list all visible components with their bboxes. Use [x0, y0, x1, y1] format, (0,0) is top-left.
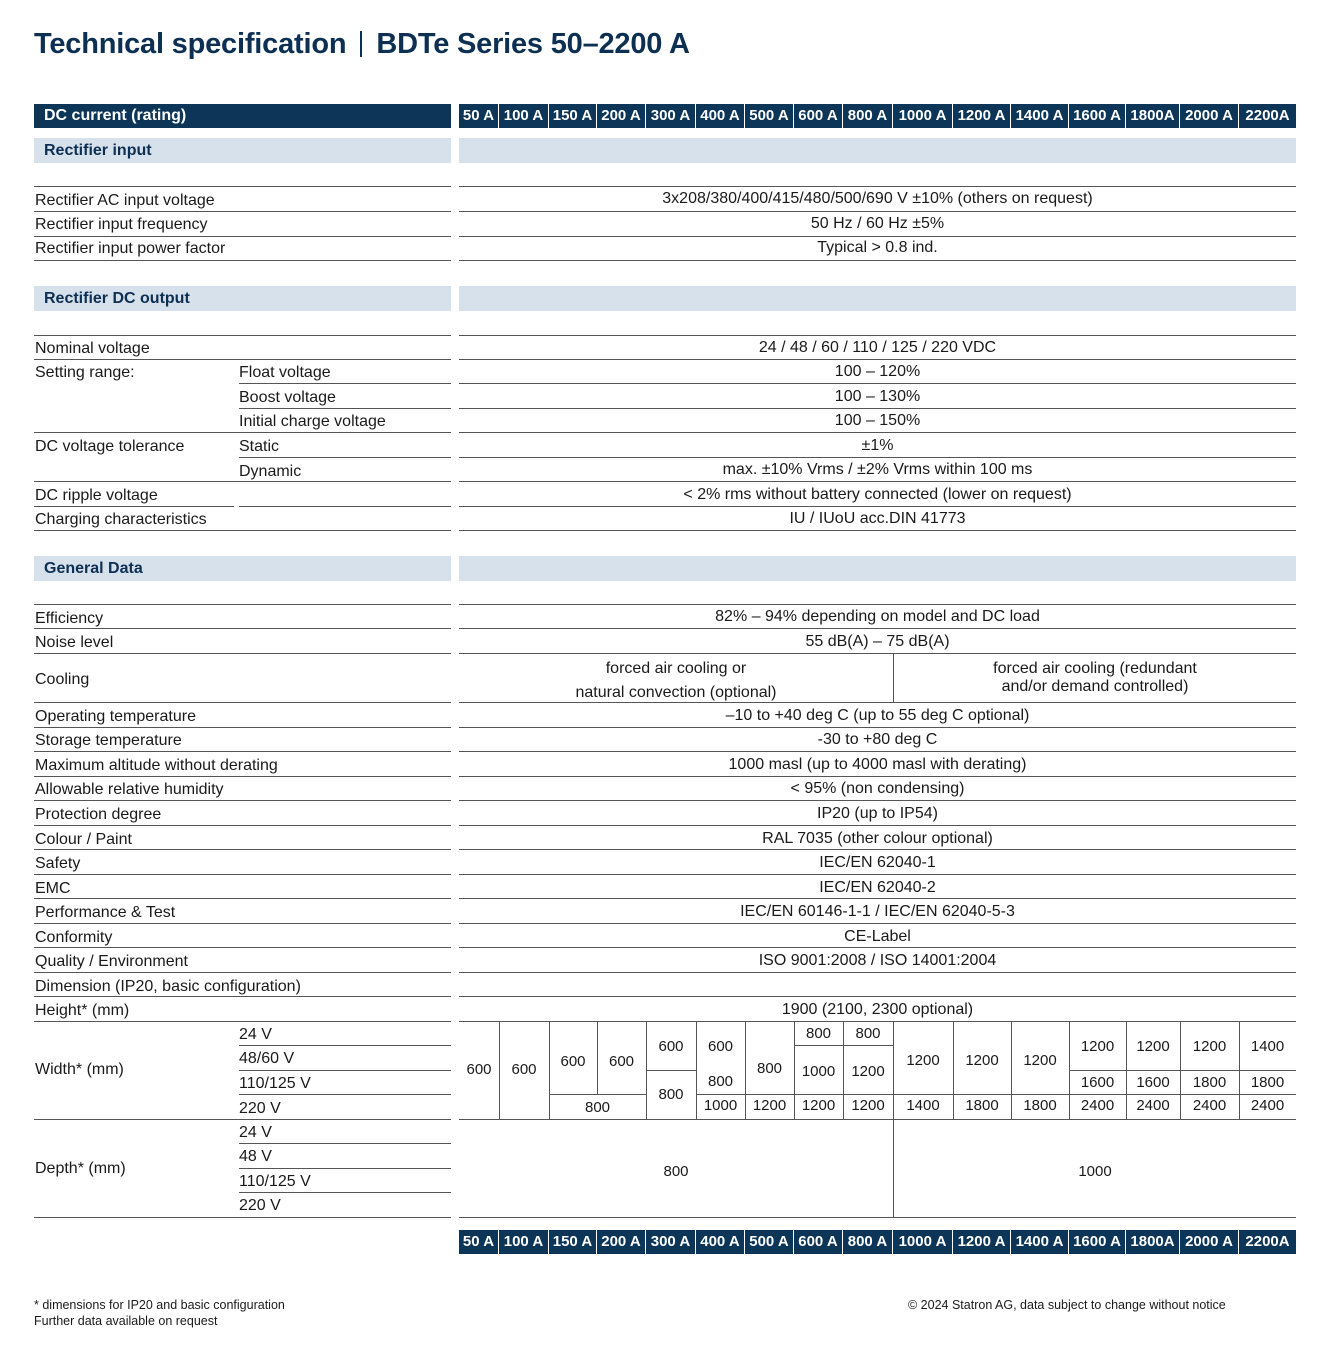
value-cooling-right-line1: forced air cooling (redundant	[993, 660, 1197, 677]
value-cooling-right-line2: and/or demand controlled)	[1001, 678, 1189, 695]
rule	[34, 530, 451, 531]
rating-cell: 2000 A	[1180, 104, 1239, 128]
rule	[459, 236, 1296, 237]
rating-cell: 800 A	[843, 1230, 893, 1254]
label-dc-voltage-tolerance: DC voltage tolerance	[35, 438, 185, 455]
label-initial-charge-voltage: Initial charge voltage	[239, 413, 386, 430]
width-1800a-220v: 2400	[1136, 1097, 1170, 1114]
width-1600a-110v: 1600	[1080, 1074, 1115, 1091]
depth-left-value: 800	[663, 1163, 689, 1180]
label-height: Height* (mm)	[35, 1002, 130, 1019]
rule	[34, 236, 451, 237]
depth-voltage-220: 220 V	[239, 1197, 281, 1214]
rule	[459, 996, 1296, 997]
width-voltage-24: 24 V	[239, 1026, 272, 1043]
rule	[459, 898, 1296, 899]
rule	[239, 1143, 451, 1144]
section-band	[459, 556, 1296, 581]
value-colour-paint: RAL 7035 (other colour optional)	[762, 830, 993, 847]
rule	[34, 1119, 451, 1120]
rule	[34, 481, 451, 482]
value-ac-input-voltage: 3x208/380/400/415/480/500/690 V ±10% (others on request)	[662, 190, 1093, 207]
rating-cell: 400 A	[696, 1230, 745, 1254]
rule	[1069, 1094, 1296, 1095]
label-operating-temperature: Operating temperature	[35, 708, 196, 725]
rule	[34, 260, 451, 261]
rule	[459, 825, 1296, 826]
rating-cell: 1000 A	[893, 1230, 953, 1254]
rule	[459, 335, 1296, 336]
width-1600a: 1200	[1080, 1038, 1115, 1055]
rating-cell: 300 A	[646, 1230, 696, 1254]
rating-cell: 2200A	[1239, 1230, 1296, 1254]
rule	[459, 1217, 1296, 1218]
rule	[239, 1070, 451, 1071]
depth-voltage-110: 110/125 V	[239, 1173, 311, 1190]
label-dynamic: Dynamic	[239, 463, 302, 480]
rating-cell: 2200A	[1239, 104, 1296, 128]
title-main: Technical specification	[34, 28, 347, 60]
rule	[239, 408, 451, 409]
rating-cell: 200 A	[597, 104, 646, 128]
width-400a: 600	[707, 1038, 734, 1055]
value-float-voltage: 100 – 120%	[834, 363, 921, 380]
rule	[459, 260, 1296, 261]
rule	[459, 383, 1296, 384]
width-2200a-110v: 1800	[1250, 1074, 1285, 1091]
rating-cell: 1400 A	[1011, 104, 1069, 128]
section-general-data: General Data	[34, 556, 451, 581]
rule	[794, 1094, 893, 1095]
width-2000a-110v: 1800	[1192, 1074, 1227, 1091]
rule	[34, 727, 451, 728]
width-voltage-220: 220 V	[239, 1100, 281, 1117]
rating-cell: 100 A	[499, 104, 549, 128]
rule	[34, 825, 451, 826]
value-input-frequency: 50 Hz / 60 Hz ±5%	[810, 215, 945, 232]
label-performance-test: Performance & Test	[35, 904, 176, 921]
rule	[696, 1094, 745, 1095]
value-efficiency: 82% – 94% depending on model and DC load	[715, 608, 1040, 625]
label-dimension: Dimension (IP20, basic configuration)	[35, 978, 301, 995]
rule	[1069, 1070, 1296, 1071]
rule	[34, 776, 451, 777]
width-1200a: 1200	[965, 1052, 999, 1069]
width-1800a-110v: 1600	[1136, 1074, 1170, 1091]
value-initial-charge-voltage: 100 – 150%	[834, 412, 921, 429]
section-band	[459, 286, 1296, 311]
rating-cell: 1200 A	[953, 104, 1011, 128]
rule	[646, 1070, 696, 1071]
rule	[459, 1021, 1296, 1022]
rule	[459, 923, 1296, 924]
rule	[459, 702, 1296, 703]
rule	[459, 653, 1296, 654]
dc-current-header: DC current (rating)	[34, 104, 451, 128]
width-1200a-220v: 1800	[965, 1097, 999, 1114]
value-cooling-left-line1: forced air cooling or	[605, 660, 747, 677]
width-1400a: 1200	[1023, 1052, 1057, 1069]
label-emc: EMC	[35, 880, 71, 897]
rule	[239, 1168, 451, 1169]
rule	[549, 1094, 646, 1095]
depth-right-value: 1000	[1078, 1163, 1112, 1180]
section-band	[459, 138, 1296, 163]
width-voltage-48: 48/60 V	[239, 1050, 295, 1067]
rating-cell: 500 A	[745, 104, 794, 128]
rule	[34, 506, 234, 507]
width-1800a: 1200	[1136, 1038, 1170, 1055]
rule	[459, 506, 1296, 507]
width-500a: 800	[756, 1060, 783, 1077]
rule	[459, 1119, 1296, 1120]
width-100a: 600	[511, 1061, 537, 1078]
label-float-voltage: Float voltage	[239, 364, 331, 381]
rule	[34, 996, 451, 997]
rule	[34, 186, 451, 187]
rating-cell: 50 A	[459, 1230, 499, 1254]
rating-cell: 200 A	[597, 1230, 646, 1254]
rating-cell: 800 A	[843, 104, 893, 128]
width-2200a: 1400	[1250, 1038, 1285, 1055]
width-150a: 600	[560, 1053, 586, 1070]
rule	[794, 1045, 893, 1046]
rating-cell: 400 A	[696, 104, 745, 128]
label-quality-environment: Quality / Environment	[35, 953, 188, 970]
value-conformity: CE-Label	[844, 928, 911, 945]
rating-cell: 600 A	[794, 104, 843, 128]
rule	[459, 359, 1296, 360]
value-quality-environment: ISO 9001:2008 / ISO 14001:2004	[758, 952, 997, 969]
width-1600a-220v: 2400	[1080, 1097, 1115, 1114]
rating-cell: 1600 A	[1069, 1230, 1126, 1254]
rule	[459, 972, 1296, 973]
width-2000a: 1200	[1192, 1038, 1227, 1055]
label-cooling: Cooling	[35, 671, 90, 688]
depth-voltage-48: 48 V	[239, 1148, 272, 1165]
label-safety: Safety	[35, 855, 81, 872]
rule	[34, 751, 451, 752]
rule	[239, 1094, 451, 1095]
width-300a: 600	[658, 1038, 684, 1055]
label-boost-voltage: Boost voltage	[239, 389, 336, 406]
label-efficiency: Efficiency	[35, 610, 104, 627]
width-400a-110v: 800	[707, 1073, 734, 1090]
rule	[34, 359, 451, 360]
rating-cell: 150 A	[549, 104, 597, 128]
value-static: ±1%	[861, 437, 894, 454]
label-relative-humidity: Allowable relative humidity	[35, 781, 224, 798]
value-power-factor: Typical > 0.8 ind.	[817, 239, 938, 256]
value-operating-temperature: –10 to +40 deg C (up to 55 deg C optional)	[725, 707, 1030, 724]
rule	[34, 211, 451, 212]
rule	[34, 335, 451, 336]
rating-cell: 1800A	[1126, 104, 1180, 128]
label-static: Static	[239, 438, 280, 455]
value-relative-humidity: < 95% (non condensing)	[790, 780, 965, 797]
rule	[893, 653, 894, 702]
rating-cell: 1600 A	[1069, 104, 1126, 128]
rule	[34, 972, 451, 973]
width-600a-24v: 800	[805, 1025, 832, 1042]
value-performance-test: IEC/EN 60146-1-1 / IEC/EN 62040-5-3	[740, 903, 1015, 920]
depth-voltage-24: 24 V	[239, 1124, 272, 1141]
label-noise-level: Noise level	[35, 634, 114, 651]
width-voltage-110: 110/125 V	[239, 1075, 311, 1092]
rule	[459, 530, 1296, 531]
rule	[459, 457, 1296, 458]
rule	[34, 947, 451, 948]
rating-cell: 150 A	[549, 1230, 597, 1254]
label-width: Width* (mm)	[35, 1061, 124, 1078]
label-power-factor: Rectifier input power factor	[35, 240, 226, 257]
width-150-200a-220v: 800	[584, 1099, 611, 1116]
rating-header-top	[459, 104, 1296, 128]
rating-cell: 100 A	[499, 1230, 549, 1254]
rule	[459, 432, 1296, 433]
rule	[239, 383, 451, 384]
rule	[34, 432, 451, 433]
label-conformity: Conformity	[35, 929, 113, 946]
rule	[459, 628, 1296, 629]
rating-cell: 1200 A	[953, 1230, 1011, 1254]
rule	[34, 628, 451, 629]
title-separator	[360, 31, 362, 57]
width-400a-220v: 1000	[703, 1097, 738, 1114]
rule	[459, 947, 1296, 948]
rating-cell: 50 A	[459, 104, 499, 128]
rating-cell: 300 A	[646, 104, 696, 128]
rule	[34, 1021, 451, 1022]
rating-cell: 600 A	[794, 1230, 843, 1254]
value-noise-level: 55 dB(A) – 75 dB(A)	[805, 633, 950, 650]
label-depth: Depth* (mm)	[35, 1160, 126, 1177]
rule	[34, 923, 451, 924]
rule	[239, 457, 451, 458]
rating-cell: 2000 A	[1180, 1230, 1239, 1254]
rule	[34, 604, 451, 605]
value-protection-degree: IP20 (up to IP54)	[817, 805, 938, 822]
section-rectifier-dc-output: Rectifier DC output	[34, 286, 451, 311]
rule	[459, 849, 1296, 850]
label-protection-degree: Protection degree	[35, 806, 162, 823]
value-charging-characteristics: IU / IUoU acc.DIN 41773	[789, 510, 966, 527]
value-dynamic: max. ±10% Vrms / ±2% Vrms within 100 ms	[722, 461, 1033, 478]
label-storage-temperature: Storage temperature	[35, 732, 182, 749]
rule	[239, 1045, 451, 1046]
width-600a-220v: 1200	[801, 1097, 836, 1114]
value-emc: IEC/EN 62040-2	[819, 879, 936, 896]
rating-cell: 1400 A	[1011, 1230, 1069, 1254]
rating-cell: 1000 A	[893, 104, 953, 128]
width-2200a-220v: 2400	[1250, 1097, 1285, 1114]
width-50a: 600	[466, 1061, 492, 1078]
label-ac-input-voltage: Rectifier AC input voltage	[35, 192, 215, 209]
rule	[34, 898, 451, 899]
width-1000a-220v: 1400	[906, 1097, 940, 1114]
title-series: BDTe Series 50–2200 A	[376, 28, 690, 60]
rule	[459, 727, 1296, 728]
value-max-altitude: 1000 masl (up to 4000 masl with derating)	[728, 756, 1027, 773]
width-800a-24v: 800	[855, 1025, 881, 1042]
width-1000a: 1200	[906, 1052, 940, 1069]
rule	[459, 481, 1296, 482]
label-input-frequency: Rectifier input frequency	[35, 216, 208, 233]
rule	[239, 506, 451, 507]
width-2000a-220v: 2400	[1192, 1097, 1227, 1114]
rule	[34, 702, 451, 703]
value-safety: IEC/EN 62040-1	[819, 854, 936, 871]
label-setting-range: Setting range:	[35, 364, 135, 381]
section-rectifier-input: Rectifier input	[34, 138, 451, 163]
value-height: 1900 (2100, 2300 optional)	[781, 1001, 974, 1018]
rule	[459, 186, 1296, 187]
rule	[459, 604, 1296, 605]
rule	[34, 653, 451, 654]
footnote-further-data: Further data available on request	[34, 1314, 218, 1328]
width-1400a-220v: 1800	[1023, 1097, 1057, 1114]
rule	[459, 874, 1296, 875]
value-cooling-left-line2: natural convection (optional)	[575, 684, 777, 701]
width-800a-48v: 1200	[851, 1063, 885, 1080]
value-dc-ripple-voltage: < 2% rms without battery connected (lower on request)	[683, 486, 1072, 503]
page-title	[34, 28, 690, 61]
rule	[459, 211, 1296, 212]
rule	[459, 751, 1296, 752]
value-boost-voltage: 100 – 130%	[834, 388, 921, 405]
rule	[459, 408, 1296, 409]
width-300a-low: 800	[658, 1086, 684, 1103]
label-max-altitude: Maximum altitude without derating	[35, 757, 278, 774]
rule	[34, 800, 451, 801]
rating-header-bottom	[459, 1230, 1296, 1254]
copyright: © 2024 Statron AG, data subject to change without notice	[908, 1298, 1226, 1312]
footnote-dimensions: * dimensions for IP20 and basic configuration	[34, 1298, 285, 1312]
label-colour-paint: Colour / Paint	[35, 831, 132, 848]
width-500a-220v: 1200	[752, 1097, 787, 1114]
rule	[459, 800, 1296, 801]
width-600a-48v: 1000	[801, 1063, 836, 1080]
value-storage-temperature: -30 to +80 deg C	[817, 731, 938, 748]
value-nominal-voltage: 24 / 48 / 60 / 110 / 125 / 220 VDC	[758, 339, 997, 356]
rating-cell: 500 A	[745, 1230, 794, 1254]
label-charging-characteristics: Charging characteristics	[35, 511, 207, 528]
rule	[745, 1094, 794, 1095]
width-800a-220v: 1200	[851, 1097, 885, 1114]
rule	[459, 776, 1296, 777]
rule	[34, 849, 451, 850]
rule	[893, 1094, 1069, 1095]
label-dc-ripple-voltage: DC ripple voltage	[35, 487, 158, 504]
rule	[239, 1192, 451, 1193]
rule	[34, 1217, 451, 1218]
width-200a: 600	[608, 1053, 635, 1070]
rule	[34, 874, 451, 875]
label-nominal-voltage: Nominal voltage	[35, 340, 150, 357]
rating-cell: 1800A	[1126, 1230, 1180, 1254]
